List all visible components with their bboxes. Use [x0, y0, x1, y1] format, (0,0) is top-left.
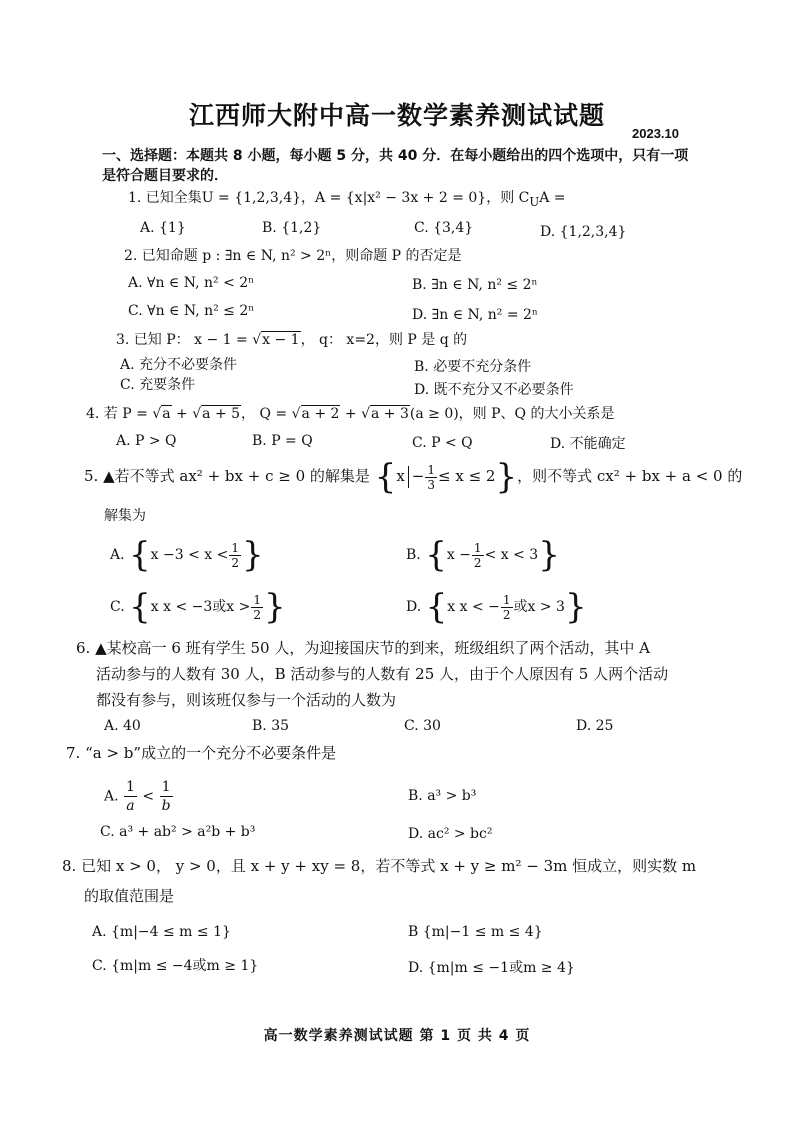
q7-option-c: C. a³ + ab² > a²b + b³: [100, 824, 256, 840]
right-brace-icon: }: [264, 587, 286, 627]
q5-fraction: [425, 463, 437, 492]
q4-option-c: C. P < Q: [412, 435, 473, 451]
left-brace-icon: {: [374, 457, 397, 497]
q6-option-c: C. 30: [404, 718, 441, 734]
q5-a-frac: [229, 541, 241, 570]
q1-option-d: D. {1,2,3,4}: [540, 224, 627, 240]
q4-sqrt-1: a: [162, 406, 171, 422]
right-brace-icon: }: [564, 587, 587, 627]
q5-c-label: C.: [110, 599, 125, 615]
sqrt-icon: √: [152, 406, 162, 422]
q4-stem-a: 4. 若 P =: [86, 406, 148, 422]
q6-option-a: A. 40: [104, 718, 141, 734]
q1-option-b: B. {1,2}: [262, 220, 322, 236]
q7-a-den-1: a: [126, 798, 135, 814]
section-heading: 一、选择题：本题共 8 小题，每小题 5 分，共 40 分．在每小题给出的四个选项中，只有一项是符合题目要求的．: [102, 148, 689, 184]
q5-option-c: [110, 587, 286, 627]
q1-stem-text: 1. 已知全集U = {1,2,3,4}，A = {x|x² − 3x + 2 = 0}，则 C: [128, 190, 530, 206]
q5-b-num: 1: [473, 540, 482, 555]
q7-option-b: B. a³ > b³: [408, 788, 477, 804]
q7-a-den-2: b: [161, 798, 171, 814]
question-2-stem: 2. 已知命题 p : ∃n ∈ N, n² > 2ⁿ，则命题 P 的否定是: [124, 248, 462, 264]
q4-plus-1: +: [171, 406, 193, 422]
q8-option-d: D. {m|m ≤ −1或m ≥ 4}: [408, 960, 575, 976]
q6-option-b: B. 35: [252, 718, 290, 734]
q6-line-2: 活动参与的人数有 30 人，B 活动参与的人数有 25 人，由于个人原因有 5 人两个活动: [96, 665, 669, 683]
q7-a-num-2: 1: [160, 778, 173, 797]
q7-a-frac-2: [160, 778, 173, 815]
question-7-stem: 7. “a > b”成立的一个充分不必要条件是: [66, 744, 337, 762]
q5-set-neg: −: [411, 467, 425, 485]
sqrt-icon: √: [361, 406, 370, 422]
q3-option-b: B. 必要不充分条件: [414, 359, 532, 375]
q8-option-a: A. {m|−4 ≤ m ≤ 1}: [92, 924, 231, 940]
q8-option-c: C. {m|m ≤ −4或m ≥ 1}: [92, 958, 259, 974]
q8-line-1: 8. 已知 x > 0， y > 0，且 x + y + xy = 8，若不等式 x + y ≥ m² − 3m 恒成立，则实数 m: [62, 857, 697, 875]
q5-frac-num: 1: [427, 462, 435, 477]
left-brace-icon: {: [129, 587, 151, 627]
q4-stem-b: ， Q =: [241, 406, 288, 422]
q1-option-c: C. {3,4}: [414, 220, 474, 236]
q2-option-b: B. ∃n ∈ N, n² ≤ 2ⁿ: [412, 277, 538, 293]
q7-a-label: A.: [104, 788, 119, 805]
q6-line-3: 都没有参与，则该班仅参与一个活动的人数为: [96, 691, 397, 709]
q5-set-x: x: [396, 467, 405, 485]
q7-a-frac-1: [124, 778, 137, 815]
set-bar: [408, 466, 409, 488]
question-1-stem: [128, 188, 566, 212]
question-3-stem: [116, 330, 467, 350]
exam-date: 2023.10: [632, 126, 679, 141]
left-brace-icon: {: [129, 535, 151, 575]
q4-option-b: B. P = Q: [252, 433, 313, 449]
q5-d-den: 2: [502, 607, 511, 622]
q5-b-post: < x < 3: [484, 547, 539, 563]
q5-stem-c: 解集为: [104, 508, 146, 524]
q4-sqrt-3: a + 2: [301, 406, 340, 422]
right-brace-icon: }: [538, 535, 560, 575]
q4-stem-c: (a ≥ 0)，则 P、Q 的大小关系是: [409, 406, 615, 422]
question-4-stem: [86, 404, 614, 424]
page-footer: 高一数学素养测试试题 第 1 页 共 4 页: [263, 1028, 531, 1044]
q3-option-c: C. 充要条件: [120, 377, 196, 393]
sqrt-icon: √: [252, 332, 262, 348]
q5-option-a: [110, 535, 264, 575]
q5-option-b: [406, 535, 560, 575]
q2-option-d: D. ∃n ∈ N, n² = 2ⁿ: [412, 307, 538, 323]
q8-option-b: B {m|−1 ≤ m ≤ 4}: [408, 924, 543, 940]
q5-b-den: 2: [473, 555, 482, 570]
sqrt-icon: √: [291, 406, 301, 422]
q4-option-a: A. P > Q: [116, 433, 177, 449]
q7-a-mid: <: [142, 788, 155, 805]
q6-line-1: 6. ▲某校高一 6 班有学生 50 人，为迎接国庆节的到来，班级组织了两个活动，其中 A: [76, 639, 650, 657]
q5-set-rest: ≤ x ≤ 2: [438, 467, 496, 485]
q3-option-d: D. 既不充分又不必要条件: [414, 382, 574, 398]
q2-option-a: A. ∀n ∈ N, n² < 2ⁿ: [128, 275, 255, 291]
q5-c-frac: [251, 593, 263, 622]
q5-a-num: 1: [231, 540, 239, 555]
q5-d-label: D.: [406, 599, 422, 615]
q5-b-pre: x −: [446, 547, 471, 563]
q4-option-d: D. 不能确定: [550, 436, 626, 452]
q5-b-frac: [472, 541, 484, 570]
q4-sqrt-4: a + 3: [370, 406, 409, 422]
q4-sqrt-2: a + 5: [202, 406, 241, 422]
q5-d-num: 1: [502, 592, 511, 607]
q3-option-a: A. 充分不必要条件: [120, 357, 238, 373]
page-title: 江西师大附中高一数学素养测试试题: [188, 101, 605, 130]
q5-d-pre: x x < −: [447, 599, 500, 615]
q5-c-num: 1: [253, 592, 261, 607]
q5-a-label: A.: [110, 547, 125, 563]
q5-d-frac: [501, 593, 513, 622]
q2-option-c: C. ∀n ∈ N, n² ≤ 2ⁿ: [128, 303, 255, 319]
q3-sqrt: x − 1: [262, 332, 300, 348]
q1-stem-end: A =: [539, 190, 566, 206]
q5-c-den: 2: [253, 607, 261, 622]
question-5-stem: [84, 457, 743, 497]
q5-stem-b: ，则不等式 cx² + bx + a < 0 的: [517, 467, 743, 485]
q5-a-den: 2: [231, 555, 239, 570]
left-brace-icon: {: [425, 535, 447, 575]
q4-plus-2: +: [340, 406, 362, 422]
q5-option-d: [406, 587, 587, 627]
left-brace-icon: {: [425, 587, 448, 627]
q8-line-2: 的取值范围是: [84, 887, 175, 905]
q7-option-d: D. ac² > bc²: [408, 826, 493, 842]
q5-stem-a: 5. ▲若不等式 ax² + bx + c ≥ 0 的解集是: [84, 467, 370, 485]
q5-b-label: B.: [406, 547, 421, 563]
q7-option-a: [104, 778, 174, 815]
q5-frac-den: 3: [427, 477, 435, 492]
sqrt-icon: √: [192, 406, 202, 422]
q5-d-post: 或x > 3: [513, 599, 565, 615]
q1-stem-sub: U: [529, 194, 540, 209]
right-brace-icon: }: [242, 535, 264, 575]
q3-stem-b: ， q： x=2，则 P 是 q 的: [300, 332, 468, 348]
q7-a-num-1: 1: [126, 779, 135, 795]
q5-c-pre: x x < −3或x >: [150, 599, 251, 615]
q1-option-a: A. {1}: [140, 220, 186, 236]
q5-a-pre: x −3 < x <: [150, 547, 229, 563]
right-brace-icon: }: [495, 457, 518, 497]
q6-option-d: D. 25: [576, 718, 614, 734]
q3-stem-a: 3. 已知 P： x − 1 =: [116, 332, 248, 348]
